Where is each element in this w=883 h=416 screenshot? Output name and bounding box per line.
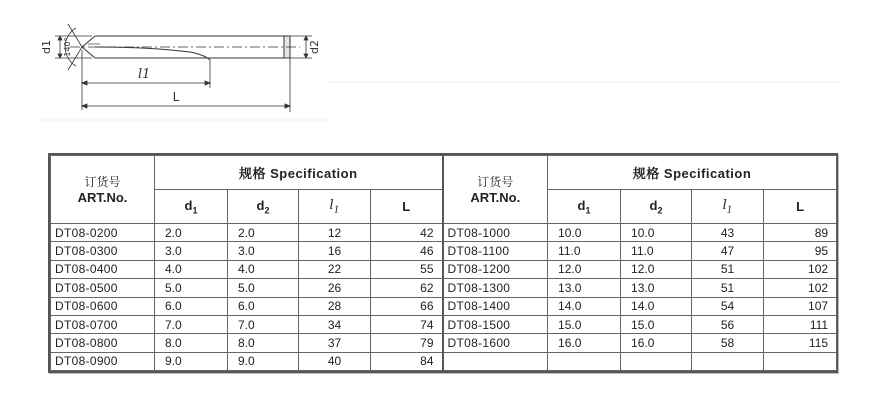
table-row	[51, 352, 837, 370]
art-number-cell: DT08-1100	[443, 242, 548, 260]
l1-cell: 12	[299, 224, 371, 242]
L-cell: 102	[764, 279, 837, 297]
art-number-cell: DT08-0200	[51, 224, 155, 242]
L-cell: 89	[764, 224, 837, 242]
l1-cell: 22	[299, 260, 371, 278]
col-header-L: L	[371, 190, 443, 224]
art-header-zh: 订货号	[477, 174, 514, 189]
d2-cell: 16.0	[621, 334, 692, 352]
d2-cell: 7.0	[228, 315, 299, 333]
l1-cell: 16	[299, 242, 371, 260]
angle-label: 140°	[63, 37, 72, 57]
d1-cell: 4.0	[155, 260, 228, 278]
L-label: L	[172, 90, 180, 104]
art-header-en: ART.No.	[470, 189, 521, 205]
d1-cell: 15.0	[548, 315, 621, 333]
d2-cell: 2.0	[228, 224, 299, 242]
d2-label: d2	[308, 40, 321, 54]
L-cell: 111	[764, 315, 837, 333]
d2-cell: 5.0	[228, 279, 299, 297]
d1-cell: 5.0	[155, 279, 228, 297]
d1-cell: 14.0	[548, 297, 621, 315]
d2-cell: 9.0	[228, 352, 299, 370]
d2-cell: 10.0	[621, 224, 692, 242]
d2-cell	[621, 352, 692, 370]
d1-cell: 12.0	[548, 260, 621, 278]
L-cell: 115	[764, 334, 837, 352]
L-cell: 74	[371, 315, 443, 333]
art-header-zh: 订货号	[84, 174, 121, 189]
table-row	[51, 260, 837, 278]
L-cell: 95	[764, 242, 837, 260]
art-number-cell: DT08-1200	[443, 260, 548, 278]
L-cell: 84	[371, 352, 443, 370]
tool-drawing	[0, 0, 883, 150]
L-cell: 107	[764, 297, 837, 315]
d1-cell: 16.0	[548, 334, 621, 352]
l1-cell: 34	[299, 315, 371, 333]
col-header-d1: $d_1$	[548, 190, 621, 224]
d1-cell: 3.0	[155, 242, 228, 260]
l1-cell: 51	[692, 279, 764, 297]
col-header-d1: $d_1$	[155, 190, 228, 224]
l1-cell: 47	[692, 242, 764, 260]
d1-cell	[548, 352, 621, 370]
l1-cell: 26	[299, 279, 371, 297]
d1-cell: 13.0	[548, 279, 621, 297]
l1-cell: 56	[692, 315, 764, 333]
art-number-cell: DT08-0600	[51, 297, 155, 315]
l1-cell: 28	[299, 297, 371, 315]
d2-cell: 14.0	[621, 297, 692, 315]
d1-cell: 9.0	[155, 352, 228, 370]
l1-label	[138, 67, 150, 82]
table-row	[51, 315, 837, 333]
l1-cell	[692, 352, 764, 370]
art-header-en: ART.No.	[77, 189, 128, 205]
art-header-left	[51, 156, 155, 224]
col-header-L: L	[764, 190, 837, 224]
d2-cell: 11.0	[621, 242, 692, 260]
table-row	[51, 279, 837, 297]
drill-outline	[70, 36, 300, 60]
table-row	[51, 242, 837, 260]
art-number-cell	[443, 352, 548, 370]
L-cell: 102	[764, 260, 837, 278]
L-cell: 42	[371, 224, 443, 242]
art-number-cell: DT08-1600	[443, 334, 548, 352]
L-cell: 62	[371, 279, 443, 297]
art-number-cell: DT08-0400	[51, 260, 155, 278]
spec-header-right: 规格 Specification	[548, 156, 837, 190]
l1-cell: 43	[692, 224, 764, 242]
col-header-d2: $d_2$	[621, 190, 692, 224]
spec-table-frame	[48, 153, 838, 373]
art-number-cell: DT08-0800	[51, 334, 155, 352]
art-number-cell: DT08-0900	[51, 352, 155, 370]
art-header-right	[443, 156, 548, 224]
d2-cell: 4.0	[228, 260, 299, 278]
l1-cell: 37	[299, 334, 371, 352]
L-dimension	[82, 58, 290, 112]
art-number-cell: DT08-1000	[443, 224, 548, 242]
d1-cell: 6.0	[155, 297, 228, 315]
d1-cell: 2.0	[155, 224, 228, 242]
d2-cell: 3.0	[228, 242, 299, 260]
col-header-d2: $d_2$	[228, 190, 299, 224]
spec-header-left: 规格 Specification	[155, 156, 443, 190]
l1-letter: l1	[138, 67, 151, 82]
L-cell: 46	[371, 242, 443, 260]
art-number-cell: DT08-1400	[443, 297, 548, 315]
d1-cell: 7.0	[155, 315, 228, 333]
d2-cell: 8.0	[228, 334, 299, 352]
d1-label: d1	[40, 40, 53, 54]
d1-cell: 10.0	[548, 224, 621, 242]
spec-table	[50, 155, 837, 371]
table-row	[51, 297, 837, 315]
d1-cell: 11.0	[548, 242, 621, 260]
col-header-l1: $l_1$	[692, 190, 764, 224]
d2-cell: 6.0	[228, 297, 299, 315]
art-number-cell: DT08-0500	[51, 279, 155, 297]
L-cell: 66	[371, 297, 443, 315]
art-number-cell: DT08-1300	[443, 279, 548, 297]
d2-cell: 12.0	[621, 260, 692, 278]
d1-cell: 8.0	[155, 334, 228, 352]
table-row	[51, 224, 837, 242]
d2-cell: 15.0	[621, 315, 692, 333]
art-number-cell: DT08-0700	[51, 315, 155, 333]
L-cell: 79	[371, 334, 443, 352]
art-number-cell: DT08-1500	[443, 315, 548, 333]
d2-cell: 13.0	[621, 279, 692, 297]
L-cell	[764, 352, 837, 370]
l1-cell: 54	[692, 297, 764, 315]
l1-cell: 58	[692, 334, 764, 352]
l1-cell: 51	[692, 260, 764, 278]
art-number-cell: DT08-0300	[51, 242, 155, 260]
L-cell: 55	[371, 260, 443, 278]
table-row	[51, 334, 837, 352]
l1-cell: 40	[299, 352, 371, 370]
col-header-l1: $l_1$	[299, 190, 371, 224]
